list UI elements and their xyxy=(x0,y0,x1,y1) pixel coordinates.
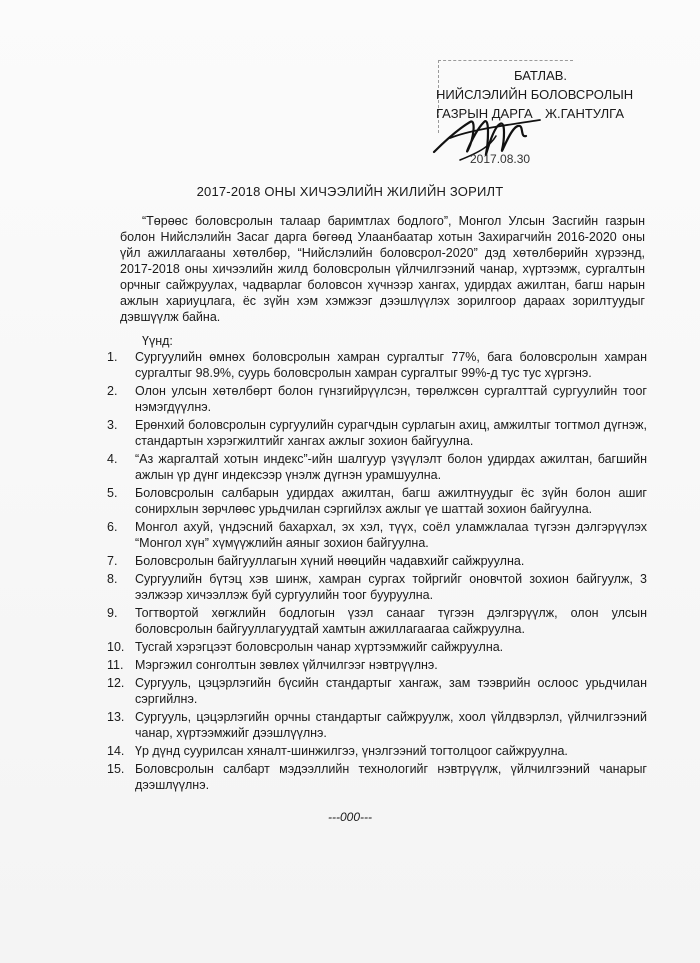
goal-item xyxy=(107,383,647,415)
goal-number: 9. xyxy=(107,606,118,620)
goal-text: Сургуулийн бүтэц хэв шинж, хамран сургах тойргийг оновчтой зохион байгуулж, 3 ээлжээр хичээллэж буй сургуулийн тоог бууруулна. xyxy=(135,572,647,602)
goals-list xyxy=(107,349,647,795)
document-title: 2017-2018 ОНЫ ХИЧЭЭЛИЙН ЖИЛИЙН ЗОРИЛТ xyxy=(196,184,504,199)
approval-heading: БАТЛАВ. xyxy=(514,68,568,83)
goal-number: 4. xyxy=(107,452,118,466)
goal-item xyxy=(107,657,647,673)
goal-item xyxy=(107,451,647,483)
approval-date: 2017.08.30 xyxy=(470,152,531,166)
goal-number: 5. xyxy=(107,486,118,500)
goal-item xyxy=(107,553,647,569)
goal-text: Сургуулийн өмнөх боловсролын хамран сургалтыг 77%, бага боловсролын хамран сургалтыг 98.9%, суурь боловсролын хамран сургалтыг 99%-д тус тус хүргэнэ. xyxy=(135,350,647,380)
goal-number: 12. xyxy=(107,676,125,690)
goal-text: Олон улсын хөтөлбөрт болон гүнзгийрүүлсэн, төрөлжсөн сургалттай сургуулийн тоог нэмэгдүүлнэ. xyxy=(135,384,647,414)
goal-text: Сургууль, цэцэрлэгийн орчны стандартыг сайжруулж, хоол үйлдвэрлэл, үйлчилгээний чанар, хүртээмжийг дээшлүүлнэ. xyxy=(135,710,647,740)
goal-number: 15. xyxy=(107,762,125,776)
intro-paragraph: “Төрөөс боловсролын талаар баримтлах бодлого”, Монгол Улсын Засгийн газрын болон Нийслэлийн Засаг дарга бөгөөд Улаанбаатар хотын Захирагчийн 2016-2020 оны үйл ажиллагааны хөтөлбөр, “Нийслэлийн боловсрол-2020” дэд хөтөлбөрийн хүрээнд, 2017-2018 оны хичээлийн жилд боловсролын үйлчилгээний чанар, хүртээмж, сургалтын орчныг сайжруулах, чадварлаг боловсон хүчнээр хангах, удирдах ажилтан, багш нарын ажлын хариуцлага, ёс зүйн хэм хэмжээг дээшлүүлэх зорилгоор дараах зорилтуудыг дэвшүүлж байна. xyxy=(120,214,645,324)
goal-text: “Аз жаргалтай хотын индекс”-ийн шалгуур үзүүлэлт болон удирдах ажилтан, багшийн ажлын үр дүнг индексээр үнэлж дүгнэн урамшуулна. xyxy=(135,452,647,482)
goal-item xyxy=(107,743,647,759)
goal-text: Тогтвортой хөгжлийн бодлогын үзэл санааг түгээн дэлгэрүүлж, олон улсын боловсролын байгууллагуудтай хамтын ажиллагаагаа сайжруулна. xyxy=(135,606,647,636)
goal-item xyxy=(107,639,647,655)
goal-text: Боловсролын салбарт мэдээллийн технологийг нэвтрүүлж, үйлчилгээний чанарыг дээшлүүлнэ. xyxy=(135,762,647,792)
goal-item xyxy=(107,675,647,707)
end-mark: ---000--- xyxy=(328,810,372,824)
approval-name: Ж.ГАНТУЛГА xyxy=(545,106,624,121)
goal-number: 14. xyxy=(107,744,125,758)
goal-item xyxy=(107,349,647,381)
approval-position: ГАЗРЫН ДАРГА xyxy=(436,106,533,121)
goal-item xyxy=(107,417,647,449)
goal-item xyxy=(107,571,647,603)
goal-number: 7. xyxy=(107,554,118,568)
goal-number: 13. xyxy=(107,710,125,724)
list-intro-label: Үүнд: xyxy=(142,334,173,348)
goal-text: Боловсролын салбарын удирдах ажилтан, багш ажилтнуудыг ёс зүйн болон ашиг сонирхлын зөрчлөөс урьдчилан сэргийлэх ажлыг үе шаттай зохион байгуулна. xyxy=(135,486,647,516)
goal-text: Мэргэжил сонголтын зөвлөх үйлчилгээг нэвтрүүлнэ. xyxy=(135,658,438,672)
goal-number: 3. xyxy=(107,418,118,432)
goal-item xyxy=(107,605,647,637)
approval-organization: НИЙСЛЭЛИЙН БОЛОВСРОЛЫН xyxy=(436,87,634,102)
goal-item xyxy=(107,709,647,741)
goal-number: 8. xyxy=(107,572,118,586)
goal-text: Үр дүнд суурилсан хяналт-шинжилгээ, үнэлгээний тогтолцоог сайжруулна. xyxy=(135,744,568,758)
goal-item xyxy=(107,519,647,551)
goal-number: 10. xyxy=(107,640,125,654)
goal-item xyxy=(107,761,647,793)
goal-text: Боловсролын байгууллагын хүний нөөцийн чадавхийг сайжруулна. xyxy=(135,554,525,568)
goal-text: Сургууль, цэцэрлэгийн бүсийн стандартыг хангаж, зам тээврийн ослоос урьдчилан сэргийлнэ. xyxy=(135,676,647,706)
goal-number: 2. xyxy=(107,384,118,398)
goal-text: Тусгай хэрэгцээт боловсролын чанар хүртээмжийг сайжруулна. xyxy=(135,640,504,654)
goal-number: 11. xyxy=(107,658,124,672)
goal-number: 1. xyxy=(107,350,118,364)
goal-text: Монгол ахуй, үндэсний бахархал, эх хэл, түүх, соёл уламжлалаа түгээн дэлгэрүүлэх “Монгол хүн” хүмүүжлийн аяныг зохион байгуулна. xyxy=(135,520,647,550)
goal-item xyxy=(107,485,647,517)
goal-number: 6. xyxy=(107,520,118,534)
goal-text: Ерөнхий боловсролын сургуулийн сурагчдын сурлагын ахиц, амжилтыг тогтмол дүгнэж, стандартын хэрэгжилтийг хангах ажлыг зохион байгуулна. xyxy=(135,418,647,448)
